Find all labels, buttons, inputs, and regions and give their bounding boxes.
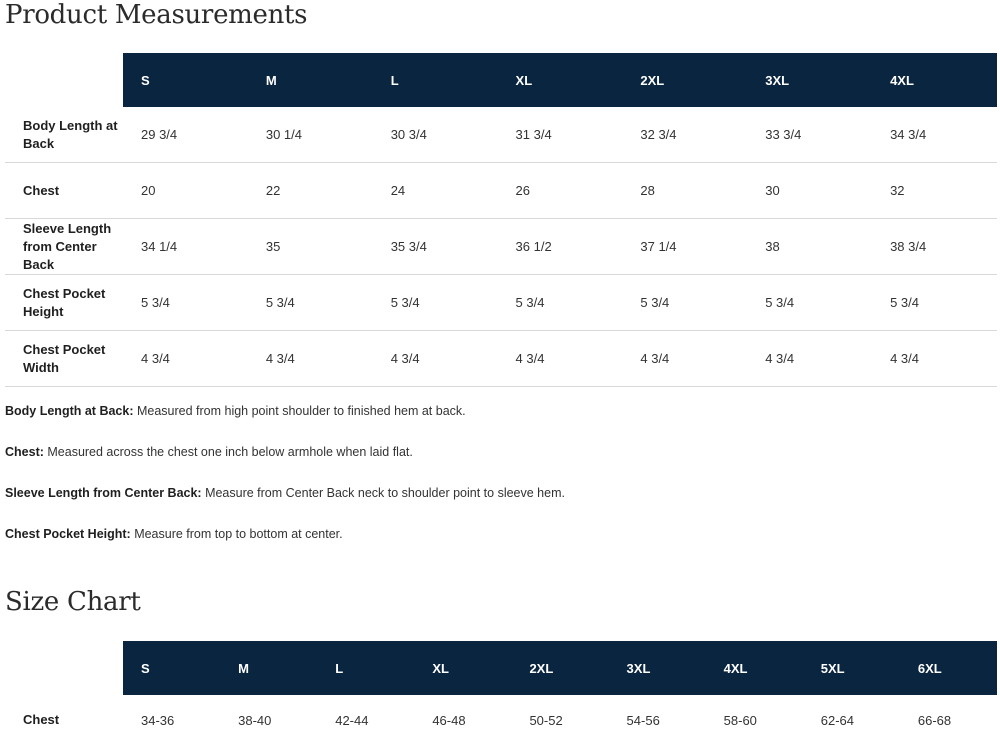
size-chart-header-6xl: 6XL <box>900 641 997 695</box>
measurements-header-row <box>5 53 997 107</box>
table-cell: 62-64 <box>820 712 855 728</box>
size-header-s: S <box>123 53 248 107</box>
table-cell: 5 3/4 <box>765 295 795 310</box>
table-cell: 38 <box>765 239 780 254</box>
table-cell: 22 <box>265 183 281 198</box>
table-row <box>5 219 997 275</box>
table-cell: 38-40 <box>238 712 272 728</box>
table-row <box>5 107 997 163</box>
measurement-notes <box>5 403 995 567</box>
size-header-4xl: 4XL <box>872 53 997 107</box>
table-cell: 5 3/4 <box>890 295 919 310</box>
note-chest <box>5 444 995 461</box>
table-cell: 32 3/4 <box>640 127 677 142</box>
table-cell: 4 3/4 <box>265 351 295 366</box>
row-label: Chest <box>23 182 60 198</box>
note-text: Measure from Center Back neck to shoulder point to sleeve hem. <box>201 486 565 500</box>
size-header-l: L <box>373 53 498 107</box>
table-cell: 33 3/4 <box>765 127 802 142</box>
table-cell: 5 3/4 <box>515 295 545 310</box>
table-cell: 4 3/4 <box>515 351 545 366</box>
size-chart-title: Size Chart <box>5 587 141 617</box>
table-cell: 42-44 <box>335 712 369 728</box>
size-chart-header-m: M <box>220 641 317 695</box>
table-row <box>5 275 997 331</box>
row-label: Chest Pocket Height <box>23 285 106 319</box>
size-chart-header-5xl: 5XL <box>803 641 900 695</box>
table-cell: 34 3/4 <box>890 127 927 142</box>
table-cell: 28 <box>640 183 655 198</box>
size-chart-header-row <box>5 641 997 695</box>
table-cell: 4 3/4 <box>765 351 795 366</box>
note-text: Measured from high point shoulder to finished hem at back. <box>133 404 466 418</box>
table-cell: 46-48 <box>432 712 466 728</box>
table-cell: 5 3/4 <box>141 295 170 310</box>
header-corner <box>5 53 123 107</box>
size-header-3xl: 3XL <box>747 53 872 107</box>
size-chart-header-l: L <box>317 641 414 695</box>
note-term: Sleeve Length from Center Back: <box>5 486 202 500</box>
table-cell: 4 3/4 <box>141 351 170 366</box>
table-cell: 58-60 <box>723 712 757 728</box>
table-row <box>5 331 997 387</box>
table-cell: 38 3/4 <box>890 239 927 254</box>
note-term: Body Length at Back: <box>5 404 134 418</box>
table-cell: 30 <box>765 183 780 198</box>
size-chart-header-xl: XL <box>414 641 511 695</box>
table-cell: 5 3/4 <box>640 295 670 310</box>
table-cell: 54-56 <box>626 712 660 728</box>
note-sleeve-length <box>5 485 995 502</box>
measurements-table <box>5 53 997 387</box>
product-measurements-title: Product Measurements <box>5 0 308 30</box>
table-cell: 31 3/4 <box>515 127 552 142</box>
size-chart-header-s: S <box>123 641 220 695</box>
size-chart-table <box>5 641 997 745</box>
table-cell: 30 3/4 <box>390 127 427 142</box>
row-label: Sleeve Length from Center Back <box>23 220 112 272</box>
table-cell: 34 1/4 <box>141 239 178 254</box>
size-header-2xl: 2XL <box>622 53 747 107</box>
note-term: Chest: <box>5 445 44 459</box>
table-cell: 50-52 <box>529 712 563 728</box>
table-cell: 4 3/4 <box>390 351 420 366</box>
note-term: Chest Pocket Height: <box>5 527 131 541</box>
table-cell: 5 3/4 <box>265 295 295 310</box>
size-header-xl: XL <box>498 53 623 107</box>
note-text: Measure from top to bottom at center. <box>130 527 343 541</box>
table-cell: 34-36 <box>141 712 175 728</box>
size-chart-header-2xl: 2XL <box>511 641 608 695</box>
note-text: Measured across the chest one inch below armhole when laid flat. <box>43 445 413 459</box>
table-cell: 32 <box>890 183 905 198</box>
table-cell: 35 <box>265 239 281 254</box>
table-row <box>5 163 997 219</box>
table-cell: 29 3/4 <box>141 127 178 142</box>
table-cell: 4 3/4 <box>890 351 919 366</box>
row-label: Chest <box>23 712 60 727</box>
table-cell: 4 3/4 <box>640 351 670 366</box>
table-cell: 26 <box>515 183 530 198</box>
note-body-length <box>5 403 995 420</box>
row-label: Chest Pocket Width <box>23 341 106 375</box>
table-cell: 24 <box>390 183 406 198</box>
table-cell: 66-68 <box>917 712 952 728</box>
table-cell: 36 1/2 <box>515 239 552 254</box>
size-chart-header-3xl: 3XL <box>609 641 706 695</box>
table-cell: 35 3/4 <box>390 239 427 254</box>
size-header-m: M <box>248 53 373 107</box>
table-cell: 5 3/4 <box>390 295 420 310</box>
table-cell: 37 1/4 <box>640 239 677 254</box>
table-row <box>5 695 997 745</box>
size-chart-header-4xl: 4XL <box>706 641 803 695</box>
table-cell: 20 <box>141 183 156 198</box>
header-corner <box>5 641 123 695</box>
note-chest-pocket-height <box>5 526 995 543</box>
row-label: Body Length at Back <box>23 117 118 151</box>
table-cell: 30 1/4 <box>265 127 302 142</box>
